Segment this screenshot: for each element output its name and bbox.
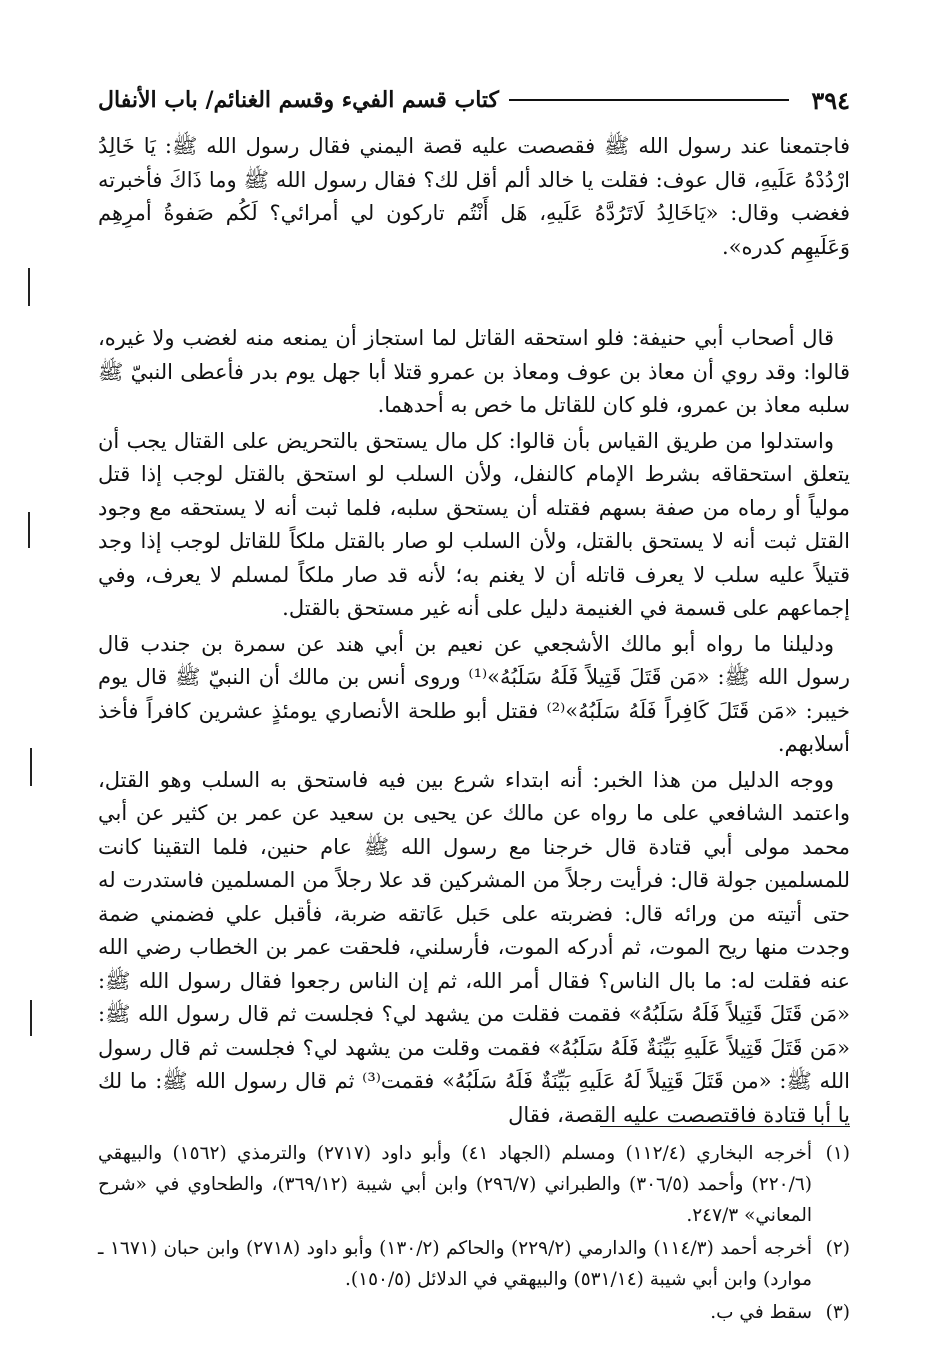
- footnote-number: (٢): [825, 1238, 850, 1259]
- footnote-text: أخرجه أحمد (١١٤/٣) والدارمي (٢٢٩/٢) والحاكم (١٣٠/٢) وأبو داود (٢٧١٨) وابن حبان (١٦٧١ ـ موارد) وابن أبي شيبة (٥٣١/١٤) والبيهقي في الدلائل (١٥٠/٥).: [98, 1238, 812, 1290]
- margin-mark: [30, 748, 32, 786]
- footnote-number: (٣): [825, 1302, 850, 1323]
- footnote-separator: [600, 1126, 850, 1127]
- paragraph-1: فاجتمعنا عند رسول الله ﷺ فقصصت عليه قصة اليمني فقال رسول الله ﷺ: يَا خَالِدُ ارْدُدْهُ عَلَيهِ، قال عوف: فقلت يا خالد ألم أقل لك؟ فقال رسول الله ﷺ وما ذَاكَ فأخبرته فغضب وقال: «يَاخَالِدُ لَاتَرُدَّهُ عَلَيهِ، هَل أَنْتُم تاركون لي أمرائي؟ لَكُم صَفوةُ أمرِهِم وَعَلَيهِم كدره».: [98, 134, 850, 259]
- paragraph-3: واستدلوا من طريق القياس بأن قالوا: كل مال يستحق بالتحريض على القتال يجب أن يتعلق استحقاقه بشرط الإمام كالنفل، ولأن السلب لو استحق بالقتل لوجب إذا قتل مولياً أو رماه من صفة بسهم فقتله أن يستحق سلبه، فلما ثبت أنه لا يستحقه مع وجود القتل ثبت أنه لا يستحق بالقتل، ولأن السلب لو صار بالقتل ملكاً للقاتل لوجب إذا وجد قتيلاً عليه سلب لا يعرف قاتله أن لا يغنم به؛ لأنه قد صار ملكاً لمسلم لا يعرف، وفي إجماعهم على قسمة في الغنيمة دليل على أنه غير مستحق بالقتل.: [98, 428, 850, 620]
- footnotes: [98, 1138, 850, 1330]
- margin-mark: [30, 1000, 32, 1036]
- paragraph-5: ووجه الدليل من هذا الخبر: أنه ابتداء شرع بين فيه فاستحق به السلب وهو القتل، واعتمد الشافعي على ما رواه عن مالك عن يحيى بن سعيد عن عمر بن كثير عن أبي محمد مولى أبي قتادة قال خرجنا مع رسول الله ﷺ عام حنين، فلما التقينا كانت للمسلمين جولة قال: فرأيت رجلاً من المشركين قد علا رجلاً من المسلمين فاستدرت له حتى أتيته من ورائه قال: فضربته على حَبل عَاتقه ضربة، فأقبل علي فضمني ضمة وجدت منها ريح الموت، ثم أدركه الموت، فأرسلني، فلحقت عمر بن الخطاب رضي الله عنه فقلت له: ما بال الناس؟ فقال أمر الله، ثم إن الناس رجعوا فقال رسول الله ﷺ: «مَن قَتَلَ قَتِيلاً فَلَهُ سَلَبُهُ» فقمت فقلت من يشهد لي؟ فجلست ثم قال رسول الله ﷺ: «مَن قَتَلَ قَتِيلاً عَلَيهِ بَيِّنَةٌ فَلَهُ سَلَبُهُ» فقمت وقلت من يشهد لي؟ فجلست ثم قال رسول الله ﷺ: «من قَتَلَ قَتِيلاً لَهُ عَلَيهِ بَيِّنَةٌ فَلَهُ سَلَبُهُ» فقمت⁽³⁾ ثم قال رسول الله ﷺ: ما لك يا أبا قتادة فاقتصصت عليه القصة، فقال: [98, 767, 850, 1127]
- chapter-title: كتاب قسم الفيء وقسم الغنائم/ باب الأنفال: [98, 87, 500, 113]
- footnote-1: [98, 1138, 850, 1231]
- header-rule: [509, 99, 789, 101]
- footnote-3: [98, 1297, 850, 1328]
- paragraph-4: ودليلنا ما رواه أبو مالك الأشجعي عن نعيم بن أبي هند عن سمرة بن جندب قال رسول الله ﷺ: «مَن قَتَلَ قَتِيلاً فَلَهُ سَلَبُهُ»⁽¹⁾ وروى أنس بن مالك أن النبيّ ﷺ قال يوم خيبر: «مَن قَتَلَ كَافِراً فَلَهُ سَلَبُهُ»⁽²⁾ فقتل أبو طلحة الأنصاري يومئذٍ عشرين كافراً فأخذ أسلابهم.: [98, 631, 851, 756]
- footnote-number: (١): [825, 1143, 850, 1164]
- page-number: ٣٩٤: [811, 85, 850, 115]
- footnote-text: سقط في ب.: [710, 1302, 812, 1323]
- footnote-2: [98, 1233, 850, 1295]
- running-header: [98, 80, 850, 120]
- main-text: [98, 130, 850, 1132]
- margin-mark: [28, 268, 30, 306]
- paragraph-2: قال أصحاب أبي حنيفة: فلو استحقه القاتل لما استجاز أن يمنعه منه لغضب ولا غيره، قالوا: وقد روي أن معاذ بن عوف ومعاذ بن عمرو قتلا أبا جهل يوم بدر فأعطى النبيّ ﷺ سلبه معاذ بن عمرو، فلو كان للقاتل ما خص به أحدهما.: [98, 326, 850, 417]
- footnote-text: أخرجه البخاري (١١٢/٤) ومسلم (الجهاد ٤١) وأبو داود (٢٧١٧) والترمذي (١٥٦٢) والبيهقي (٢٢٠/٦) وأحمد (٣٠٦/٥) والطبراني (٢٩٦/٧) وابن أبي شيبة (٣٦٩/١٢)، والطحاوي في «شرح المعاني» ٢٤٧/٣.: [98, 1143, 813, 1226]
- margin-mark: [28, 512, 30, 548]
